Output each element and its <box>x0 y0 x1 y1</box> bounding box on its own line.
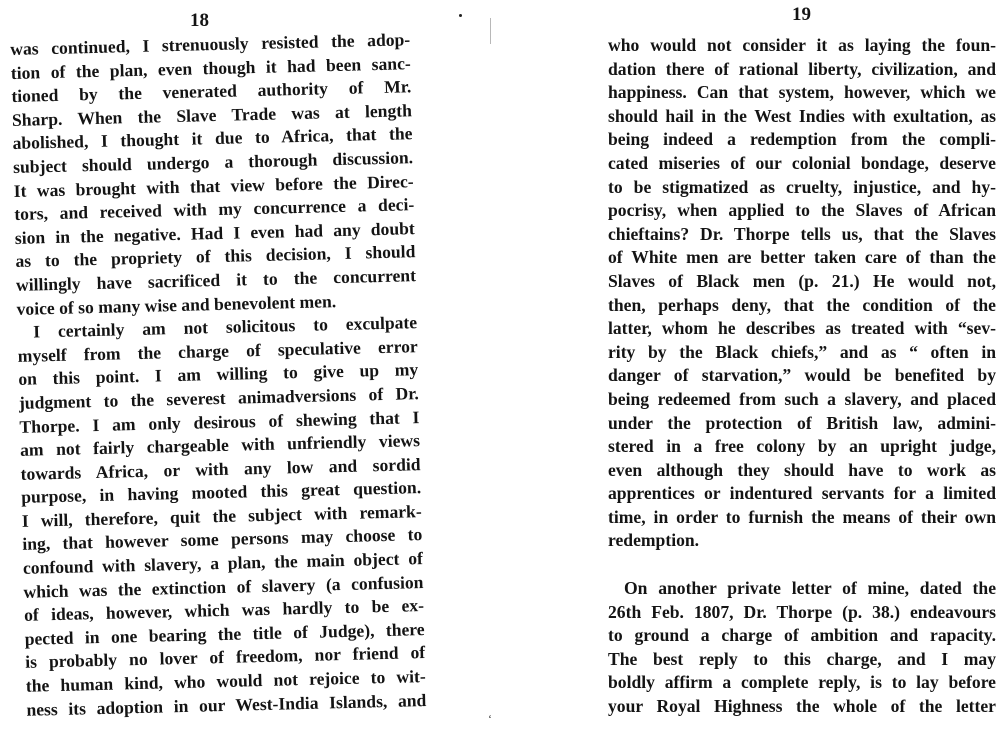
text-line: is probably no lover of freedom, nor friend of <box>25 642 426 673</box>
text-line: willingly have sacrificed it to the concurrent <box>15 265 417 295</box>
text-line: was continued, I strenuously resisted the adop- <box>10 29 411 59</box>
text-line: redemption. <box>608 530 700 551</box>
text-line: should hail in the West Indies with exultation, as <box>608 105 996 126</box>
text-line: boldly affirm a complete reply, is to lay before <box>608 672 996 693</box>
text-line: being redeemed from such a slavery, and placed <box>608 388 996 409</box>
text-line: purpose, in having mooted this great question. <box>20 477 422 508</box>
text-line: of ideas, however, which was hardly to be ex- <box>23 595 425 626</box>
text-line: ness its adoption in our West-India Islands, and <box>26 689 427 720</box>
text-line: pocrisy, when applied to the Slaves of African <box>608 200 996 221</box>
text-line: time, in order to furnish the means of their own <box>608 506 996 527</box>
text-line: judgment to the severest animadversions of Dr. <box>18 383 420 413</box>
text-line: tion of the plan, even though it had been sanc- <box>10 52 411 83</box>
text-line: stered in a free colony by an upright judge, <box>608 436 996 457</box>
text-line: voice of so many wise and benevolent men. <box>16 290 337 319</box>
text-line: your Royal Highness the whole of the letter <box>608 696 996 717</box>
text-line: 26th Feb. 1807, Dr. Thorpe (p. 38.) endeavours <box>608 601 996 622</box>
text-line: on this point. I am willing to give up my <box>18 359 419 390</box>
text-line: under the protection of British law, admini- <box>608 412 996 433</box>
text-line: sion in the negative. Had I even had any doubt <box>14 217 416 248</box>
text-line: apprentices or indentured servants for a limited <box>608 483 996 504</box>
text-line: Sharp. When the Slave Trade was at length <box>11 99 413 130</box>
text-line: am not fairly chargeable with unfriendly views <box>19 430 421 460</box>
text-line: of White men are better taken care of than the <box>608 247 996 268</box>
text-line: happiness. Can that system, however, which we <box>608 82 996 103</box>
page-number-left: 18 <box>190 10 209 31</box>
text-line: ing, that however some persons may choose to <box>22 524 423 555</box>
text-line: cated miseries of our colonial bondage, deserve <box>608 152 996 173</box>
text-line: It was brought with that view before the Direc- <box>13 170 414 201</box>
text-line: tors, and received with my concurrence a deci- <box>14 194 415 225</box>
text-line: abolished, I thought it due to Africa, that the <box>12 123 413 154</box>
left-page <box>0 0 490 733</box>
text-line: to ground a charge of ambition and rapacity. <box>608 625 996 646</box>
text-line: chieftains? Dr. Thorpe tells us, that the Slaves <box>608 223 996 244</box>
text-line: tioned by the venerated authority of Mr. <box>11 76 412 107</box>
left-page-text <box>10 28 427 722</box>
text-line: then, perhaps deny, that the condition of the <box>608 294 996 315</box>
text-line: to be stigmatized as cruelty, injustice, and hy- <box>608 176 996 197</box>
text-line: myself from the charge of speculative error <box>17 335 418 366</box>
text-line: latter, whom he describes as treated with “sev- <box>608 318 996 339</box>
text-line: rity by the Black chiefs,” and as “ often in <box>608 341 996 362</box>
right-page <box>500 0 1000 733</box>
text-line: the human kind, who would not rejoice to wit- <box>25 666 426 696</box>
text-line: The best reply to this charge, and I may <box>608 648 996 669</box>
text-line: danger of starvation,” would be benefited by <box>608 365 996 386</box>
text-line: dation there of rational liberty, civilization, and <box>608 58 996 79</box>
text-line: Slaves of Black men (p. 21.) He would not, <box>608 270 996 291</box>
text-line: Thorpe. I am only desirous of shewing that I <box>19 406 420 437</box>
right-page-text <box>608 34 996 719</box>
text-line: confound with slavery, a plan, the main object of <box>22 548 424 578</box>
text-line: which was the extinction of slavery (a confusion <box>23 571 424 602</box>
gutter-speck <box>459 14 462 17</box>
text-line: who would not consider it as laying the foun- <box>608 35 996 55</box>
page-number-right: 19 <box>792 4 811 25</box>
text-line: even although they should have to work as <box>608 459 996 480</box>
text-line: as to the propriety of this decision, I should <box>15 241 416 272</box>
text-line: pected in one bearing the title of Judge), there <box>24 618 425 649</box>
text-line: being indeed a redemption from the compli- <box>608 129 996 150</box>
text-line: towards Africa, or with any low and sordid <box>20 453 421 484</box>
text-line: I will, therefore, quit the subject with remark- <box>21 500 422 531</box>
gutter-fold <box>490 18 491 44</box>
gutter-speck-bottom: ‘ <box>488 712 492 726</box>
text-line: I certainly am not solicitous to exculpate <box>32 312 418 342</box>
text-line: subject should undergo a thorough discussion. <box>12 147 414 177</box>
text-line: On another private letter of mine, dated the <box>624 578 996 599</box>
